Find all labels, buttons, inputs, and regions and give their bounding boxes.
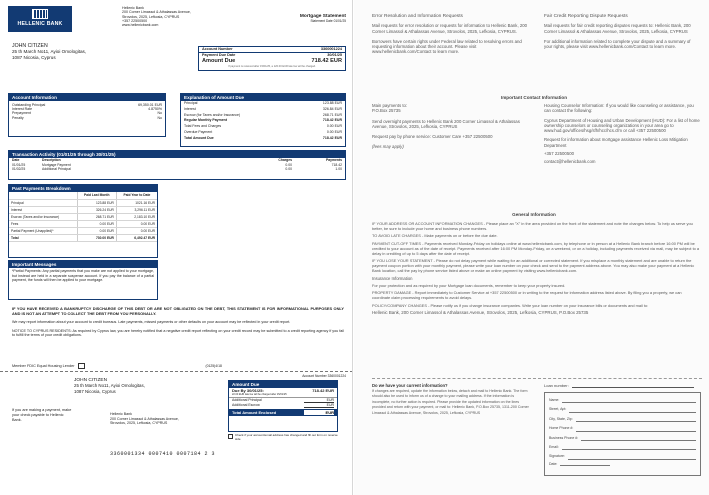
past-payments-cell: 6,492.47 EUR: [116, 234, 157, 241]
form-field-input[interactable]: [576, 424, 696, 431]
fcra-title: Fair Credit Reporting Dispute Requests: [544, 14, 628, 19]
coupon-due-amount: 718.42 EUR: [312, 388, 334, 393]
explanation-row: [181, 136, 345, 142]
update-info-instructions: If changes are required, update the information below, detach and mail to Hellenic Bank. The form should also be used to inform us of a change to your mailing address. If the information is incomplete, no further action is required. Please provide the updated information on the lines provided and return with your payment, or mail to: Hellenic Bank, P.O.Box 25735, 1311-200 Corner Limassol & Athalassas Avenue, Strovolos, 2025, Lefkosia, CYPRUS: [372, 389, 529, 415]
activity-header-cell: Date: [12, 158, 20, 162]
form-field-label: City, State, Zip:: [549, 416, 573, 421]
form-field-label: Home Phone #:: [549, 426, 574, 431]
past-payments-row: [9, 206, 157, 213]
form-field-input[interactable]: [581, 434, 696, 441]
error-resolution-title: Error Resolution and Information Requests: [372, 14, 463, 19]
customer-name: JOHN CITIZEN: [12, 43, 48, 49]
account-info-label: Outstanding Principal: [12, 103, 46, 107]
past-payments-cell: 0.00 EUR: [116, 220, 157, 227]
update-info-question: Do we have your current information?: [372, 383, 448, 388]
past-payments-header-row: [9, 192, 157, 199]
past-payments-header-cell: [9, 192, 77, 199]
form-field-label: Name:: [549, 398, 560, 402]
past-payments-cell: Escrow (Taxes and/or Insurance): [9, 213, 77, 220]
cutoff-times-info: PAYMENT CUT-OFF TIMES - Payments received Monday-Friday on holidays online at www.hellenicbank.com, by telephone or in person at a Hellenic Bank branch before 16:00 PM will be credited to your account as of the date of receipt. Payments received after 16:00 PM Monday-Friday, on a weekend, or on a holiday, including payments received via mail, may be subject to a delay in crediting of up to 5 days after the date of receipt.: [372, 241, 700, 256]
form-field-label: Signature:: [549, 454, 565, 459]
general-information: [372, 222, 700, 315]
past-payments-cell: 0.00 EUR: [77, 227, 116, 234]
activity-header-cell: Payments: [325, 158, 342, 162]
customer-addr-line: 25 th March No11, Ayioi Omologitas,: [12, 49, 87, 54]
important-messages-box: [8, 260, 158, 300]
statement-title: Mortgage Statement: [299, 14, 346, 19]
update-info-text: [372, 383, 530, 416]
form-field-label: Business Phone #:: [549, 435, 579, 440]
form-field-row: [549, 434, 696, 443]
explanation-value: 123.88 EUR: [322, 101, 342, 105]
additional-escrow-field[interactable]: [304, 403, 334, 408]
past-payments-cell: 0.00 EUR: [116, 227, 157, 234]
total-enclosed-label: Total Amount Enclosed: [232, 409, 277, 415]
customer-addr-line: 1087 Nicosia, Cyprus: [12, 54, 56, 60]
additional-escrow-label: Additional Escrow: [232, 402, 260, 407]
additional-escrow-currency: EUR: [326, 402, 334, 407]
form-field-label: Email:: [549, 445, 559, 450]
bankruptcy-notice: IF YOU HAVE RECEIVED A BANKRUPTCY DISCHARGE OF THIS DEBT OR ARE NOT OBLIGATED ON THE DEBT, THIS STATEMENT IS FOR INFORMATIONAL PURPOSES ONLY AND IS NOT AN ATTEMPT TO COLLECT THE DEBT FROM YOU PERSONALLY.: [12, 306, 344, 316]
bank-addr-line: Strovolos, 2025, Lefkosia, CYPRUS: [122, 14, 180, 19]
address-change-info: IF YOUR ADDRESS OR ACCOUNT INFORMATION CHANGES - Please place an "X" in the area provided on the front of the statement and note the changes below. To help us serve you better, be sure to include your home and business phone numbers.: [372, 221, 693, 231]
account-info-value: No: [157, 111, 162, 116]
coupon-amount-box: [228, 380, 338, 432]
additional-principal-label: Additional Principal: [232, 397, 262, 402]
statement-date-label: Statement Date: [310, 19, 333, 23]
explanation-value: 718.42 EUR: [322, 135, 342, 140]
past-payments-cell: Partial Payment (Unapplied)*: [9, 227, 77, 234]
statement-header: [278, 14, 346, 23]
activity-cell: 0.00: [285, 167, 292, 172]
lost-statement-info: IF YOU LOSE YOUR STATEMENT - Please do not delay payment while waiting for an additional or corrected statement. If you misplace a monthly statement and are unable to return the payment coupon portion with your monthly payment, please write your loan number on your check and send to the payment address above. You may also make your payment at a Hellenic Bank location, call the pay by phone service listed above or make an online payment by visiting www.hellenicbank.com.: [372, 258, 695, 273]
activity-header-cell: Charges: [278, 158, 292, 162]
past-payments-cell: 0.00 EUR: [77, 220, 116, 227]
account-info-value: 4.8750%: [148, 107, 162, 112]
address-change-check: [228, 434, 340, 441]
loan-number-row: [544, 383, 694, 388]
account-info-label: Prepayment: [12, 111, 31, 116]
coupon-late-fee: 22.00 EUR late fee will be charged after 15/01/25: [232, 393, 287, 396]
loan-number-field[interactable]: [572, 383, 694, 388]
po-box: P.O.Box 25735: [372, 108, 401, 114]
hud-text: Cyprus Department of Housing and Urban Development (HUD): For a list of home ownership counselors or counseling organizations in your area go to www.hud.gov/offices/hsg/sfh/hcc/hcs.cfm or call +357 22500500: [544, 117, 700, 134]
detach-line: [0, 371, 353, 372]
loan-number-label: Loan number:: [544, 383, 569, 388]
coupon-customer: [74, 378, 194, 394]
bank-phone: +357 22500500: [122, 18, 148, 23]
form-field-row: [549, 452, 696, 461]
credit-report-notice: We may report information about your account to credit bureaus. Late payments, missed payments or other defaults on your account may be reflected in your credit report.: [12, 320, 291, 324]
activity-cell: 01/02/25: [12, 167, 26, 172]
explanation-label: Interest: [184, 106, 196, 111]
explanation-label: Total Amount Due: [184, 135, 214, 140]
back-detach-line: [372, 378, 702, 379]
past-payments-box: [8, 184, 158, 258]
explanation-value: 268.71 EUR: [322, 112, 342, 117]
form-date-row: [549, 462, 696, 466]
account-info-row: [9, 116, 165, 120]
pay-by-phone-text: Request pay by phone service: Customer Care +357 22500500: [372, 134, 493, 140]
coupon-account-number: Account Number 3360001224: [302, 374, 346, 378]
account-info-label: Penalty: [12, 115, 24, 120]
form-field-row: [549, 396, 696, 405]
past-payments-header-cell: Paid Year to Date: [116, 192, 157, 199]
footer-line: [12, 363, 342, 369]
form-field-input[interactable]: [569, 405, 696, 412]
past-payments-table: [9, 192, 157, 242]
account-information-rows: [9, 101, 165, 120]
account-info-value: No: [157, 115, 162, 120]
explanation-value: 718.42 EUR: [322, 118, 342, 123]
fcra-section: [544, 14, 699, 49]
coupon-customer-line: 1087 Nicosia, Cyprus: [74, 388, 116, 394]
form-date-input[interactable]: [560, 462, 610, 466]
activity-cell: 01/01/25: [12, 162, 26, 167]
payment-due-date: 30/01/25: [327, 53, 342, 57]
past-payments-cell: Principal: [9, 199, 77, 206]
footer-code: (0125)4/18: [205, 364, 222, 368]
explanation-label: Principal: [184, 101, 198, 105]
activity-row: [9, 167, 345, 172]
form-field-row: [549, 405, 696, 414]
fcra-text: Mail requests for fair credit reporting disputes requests to: Hellenic Bank, 200 Corner Limassol & Athalassas Avenue, Strovolos, 2025, Lefkosia, CYPRUS: [544, 23, 691, 34]
form-field-row: [549, 424, 696, 433]
notices: [12, 306, 344, 338]
coupon-customer-line: 25 th March No11, Ayioi Omologitas,: [74, 383, 145, 388]
general-information-title: General Information: [512, 212, 556, 217]
account-information-box: [8, 93, 166, 137]
insurance-title: Insurance Information: [372, 276, 413, 282]
transaction-table: [9, 158, 345, 172]
account-number-label: Account Number: [202, 47, 233, 51]
account-number: 3360001224: [320, 47, 342, 51]
update-form-fields: [545, 393, 700, 469]
statement-date: 01/01/25: [333, 19, 346, 23]
overnight-payments-text: Send overnight payments to Hellenic Bank 200 Corner Limassol & Athalassas Avenue, Strovolos, 2025, Lefkosia, CYPRUS: [372, 118, 520, 129]
past-payments-cell: Fees: [9, 220, 77, 227]
bank-address: [122, 6, 232, 27]
activity-cell: Mortgage Payment: [42, 162, 71, 167]
account-information-title: Account Information: [9, 94, 165, 101]
late-fee-note: If payment is received after 15/01/25, a 120.00 EUR late fee will be charged.: [228, 65, 316, 68]
activity-cell: 718.42: [331, 162, 342, 167]
address-change-checkbox[interactable]: [228, 434, 233, 439]
past-payments-title: Past Payments Breakdown: [9, 185, 157, 192]
transaction-activity-title: Transaction Activity (01/01/25 through 30/01/25): [9, 151, 345, 158]
payment-contacts: [372, 103, 522, 150]
important-messages-title: Important Messages: [9, 261, 157, 268]
form-date-label: Date:: [549, 461, 558, 466]
policy-changes-info: POLICY/COMPANY CHANGES - Please notify us if you change insurance companies. Write your loan number on your insurance bills or documents and mail to:: [372, 302, 649, 308]
explanation-label: Regular Monthly Payment: [184, 118, 227, 123]
borrower-rights-text: Borrowers have certain rights under Federal law related to resolving errors and requesting information about their account. Please visit www.hellenicbank.com/Contact to learn more.: [372, 38, 522, 55]
payable-note: If you are making a payment, make your check payable to Hellenic Bank.: [12, 408, 72, 422]
error-resolution-text: Mail requests for error resolution or requests for information to Hellenic Bank, 200 Corner Limassol & Athalassas Avenue, Strovolos, 2025, Lefkosia, CYPRUS.: [372, 23, 527, 34]
payment-due-label: Payment Due Date: [202, 53, 236, 57]
activity-cell: 0.00: [285, 162, 292, 167]
explanation-value: 0.00 EUR: [326, 124, 342, 129]
error-resolution-section: [372, 14, 527, 55]
housing-counselor-text: Housing Counselor Information: If you would like counseling or assistance, you can contact the following:: [544, 103, 694, 114]
past-payments-header-cell: Paid Last Month: [77, 192, 116, 199]
past-payments-cell: 123.88 EUR: [77, 199, 116, 206]
explanation-value: 0.00 EUR: [326, 129, 342, 134]
insurance-protection: For your protection and as required by your Mortgage loan documents, remember to keep your property insured.: [372, 282, 566, 288]
late-charges-info: TO AVOID LATE CHARGES - Make payments on or before the due date.: [372, 233, 498, 239]
explanation-label: Escrow (for Taxes and/or Insurance): [184, 112, 241, 117]
fcra-additional-text: For additional information related to complete your dispute and a summary of your rights, please visit www.hellenicbank.com/Contact to learn more.: [544, 38, 691, 50]
amount-due: 718.42 EUR: [311, 58, 342, 64]
remit-line: Strovolos, 2025, Lefkosia, CYPRUS: [110, 421, 168, 426]
activity-header-cell: Description: [42, 158, 61, 162]
explanation-label: Total Fees and Charges: [184, 124, 222, 129]
past-payments-cell: Interest: [9, 206, 77, 213]
bank-logo: [8, 6, 72, 32]
form-field-input[interactable]: [562, 396, 696, 403]
explanation-value: 326.84 EUR: [322, 106, 342, 111]
loss-mitigation-text: Request for information about mortgage assistance Hellenic Loss Mitigation Department: [544, 137, 688, 148]
loss-mitigation-phone: +357 22500500: [544, 151, 574, 157]
form-field-input[interactable]: [562, 443, 696, 450]
past-payments-row: [9, 213, 157, 220]
amount-due-label: Amount Due: [202, 58, 236, 64]
past-payments-cell: 2,183.10 EUR: [116, 213, 157, 220]
transaction-activity-box: [8, 150, 346, 180]
bank-name: HELLENIC BANK: [17, 21, 63, 27]
coupon-customer-name: JOHN CITIZEN: [74, 378, 108, 383]
logo-emblem-icon: [32, 9, 48, 19]
past-payments-cell: 1021.16 EUR: [116, 199, 157, 206]
coupon-amount-due-title: Amount Due: [229, 381, 337, 388]
explanation-title: Explanation of Amount Due: [181, 94, 345, 101]
activity-cell: 1.00: [335, 167, 342, 172]
cyprus-residents-notice: NOTICE TO CYPRUS RESIDENTS: As required by Cyprus law, you are hereby notified that a negative credit report reflecting on your credit record may be submitted to a credit reporting agency if you fail to fulfill the terms of your credit obligations.: [12, 328, 344, 338]
past-payments-row: [9, 234, 157, 241]
housing-contacts: [544, 103, 701, 165]
remit-line: Hellenic Bank: [110, 412, 132, 416]
additional-principal-currency: EUR: [326, 397, 334, 402]
coupon-due-by: Due By 30/01/25:: [232, 388, 264, 393]
account-info-value: 69,350.01 EUR: [138, 103, 162, 107]
micr-line: 3360001334 0007410 0007184 2 3: [110, 451, 216, 457]
address-change-text: Check if your account/email address has changed and fill out form on reverse side: [235, 433, 338, 441]
bank-addr-line: Hellenic Bank: [122, 6, 144, 10]
activity-cell: Additional Principal: [42, 167, 71, 172]
important-messages-text: *Partial Payments: Any partial payments that you make are not applied to your mortgage, but instead are held in a separate suspense account. If you pay the balance of a partial payment, the funds will then be applied to your mortgage.: [12, 269, 154, 283]
form-field-input[interactable]: [576, 415, 696, 422]
total-enclosed-field[interactable]: EUR: [304, 410, 334, 415]
past-payments-cell: 268.71 EUR: [77, 213, 116, 220]
form-field-label: Street, Apt:: [549, 407, 567, 412]
form-field-row: [549, 443, 696, 452]
statement-front-page: [0, 0, 353, 495]
contact-title: Important Contact Information: [500, 95, 568, 100]
remit-address: [110, 412, 222, 426]
past-payments-cell: 730.00 EUR: [77, 234, 116, 241]
statement-back-page: [354, 0, 709, 495]
form-field-row: [549, 415, 696, 424]
explanation-box: [180, 93, 346, 147]
explanation-rows: [181, 101, 345, 142]
main-payments-label: Main payments to:: [372, 103, 408, 108]
past-payments-row: [9, 199, 157, 206]
insurance-mailing-address: Hellenic Bank, 200 Corner Limassol & Athalassas Avenue, Strovolos, 2025, Lefkosia, CYPRUS, P.O.Box 25735: [372, 310, 589, 316]
customer-address: [12, 43, 122, 61]
equal-housing-icon: [78, 363, 85, 369]
past-payments-row: [9, 220, 157, 227]
remit-line: 200 Corner Limassol & Athalassas Avenue,: [110, 416, 179, 421]
summary-box: [198, 46, 346, 71]
past-payments-row: [9, 227, 157, 234]
loss-mitigation-email[interactable]: contact@hellenicbank.com: [544, 159, 596, 165]
past-payments-cell: 326.24 EUR: [77, 206, 116, 213]
member-fdic: Member FDIC Equal Housing Lender: [12, 364, 75, 368]
form-field-input[interactable]: [568, 452, 696, 459]
update-form: [544, 392, 701, 476]
bank-addr-line: 200 Corner Limassol & Athalassas Avenue,: [122, 10, 191, 15]
past-payments-cell: 3,296.11 EUR: [116, 206, 157, 213]
bank-website: www.hellenicbank.com: [122, 23, 159, 28]
account-info-label: Interest Rate: [12, 107, 33, 112]
explanation-label: Overdue Payment: [184, 129, 213, 134]
property-damage-info: PROPERTY DAMAGE - Report immediately to Customer Service at +357 22500500 or in writing to the request for information address listed above. By filing you a property, we can coordinate claim processing requirements to avoid delays.: [372, 290, 682, 301]
fees-note: (fees may apply): [372, 144, 404, 150]
past-payments-cell: Total: [9, 234, 77, 241]
